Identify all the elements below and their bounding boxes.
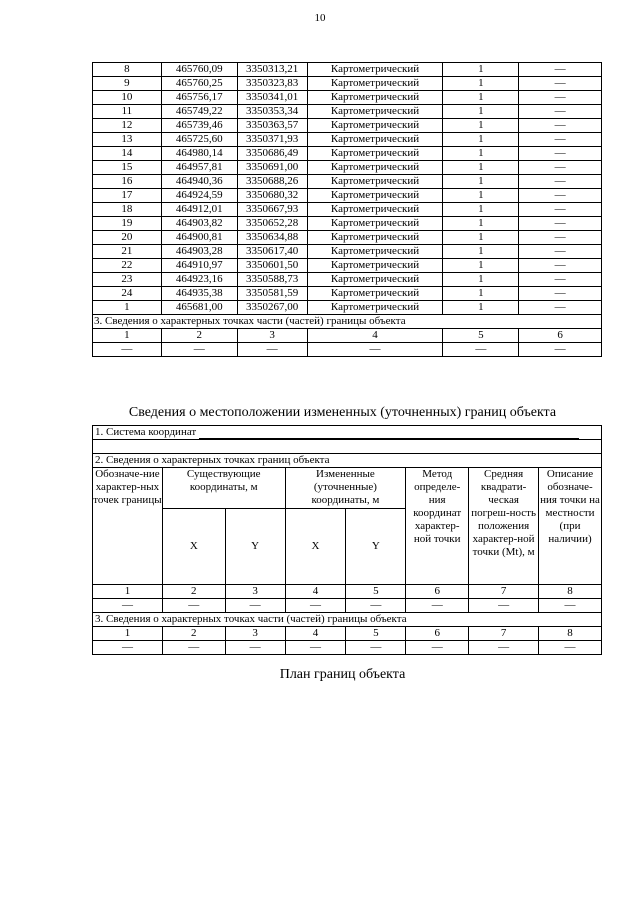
table-cell: Картометрический [307,287,443,301]
table-cell: Картометрический [307,245,443,259]
table-cell: 8 [539,585,602,599]
table-cell: — [285,641,346,655]
table-cell: — [519,189,602,203]
table-cell: 3350652,28 [237,217,307,231]
table-cell: 4 [285,585,346,599]
table-cell: 2 [161,329,237,343]
table-cell: 3350634,88 [237,231,307,245]
table-cell: Картометрический [307,217,443,231]
table-cell: 1 [443,175,519,189]
col-changed-y: Y [346,509,406,585]
table-row [93,175,602,189]
table-cell: Картометрический [307,301,443,315]
page-number: 10 [314,12,326,24]
table-cell: 1 [443,119,519,133]
coordinate-system-label: 1. Система координат [95,426,197,438]
table-cell: 3350601,50 [237,259,307,273]
table-row [93,245,602,259]
table-cell: 21 [93,245,162,259]
table-cell: 464940,36 [161,175,237,189]
table-cell: Картометрический [307,105,443,119]
table-cell: 3350313,21 [237,63,307,77]
table-cell: 2 [162,585,225,599]
table-cell: 3350353,34 [237,105,307,119]
table-cell: 6 [406,627,469,641]
table-cell: 3350680,32 [237,189,307,203]
table-cell: — [225,599,285,613]
table-cell: 465756,17 [161,91,237,105]
table-cell: Картометрический [307,63,443,77]
table-cell: 1 [443,189,519,203]
table-cell: 3350617,40 [237,245,307,259]
table-cell: — [443,343,519,357]
table-cell: 22 [93,259,162,273]
table-cell: 8 [539,627,602,641]
table-row [93,287,602,301]
table-cell: — [469,641,539,655]
table-cell: — [519,343,602,357]
table-cell: 18 [93,203,162,217]
table-cell: 464910,97 [161,259,237,273]
table-cell: 5 [346,627,406,641]
table-cell: 3350588,73 [237,273,307,287]
column-numbers-row [93,329,602,343]
table-row [93,301,602,315]
table-cell: 3350686,49 [237,147,307,161]
table-cell: 464924,59 [161,189,237,203]
table-cell: 6 [519,329,602,343]
table-cell: 14 [93,147,162,161]
col-description: Описание обозначе-ния точки на местности (при наличии) [539,468,602,585]
table-cell: — [93,343,162,357]
table-row [93,217,602,231]
table-cell: — [519,231,602,245]
dash-row [93,641,602,655]
table-row [93,161,602,175]
table-row [93,77,602,91]
table-row [93,133,602,147]
table-cell: 24 [93,287,162,301]
table-cell: — [519,91,602,105]
table-cell: 1 [93,585,163,599]
table-cell: — [237,343,307,357]
table-cell: 464900,81 [161,231,237,245]
table-cell: 465681,00 [161,301,237,315]
table-cell: 4 [285,627,346,641]
table-cell: 1 [443,301,519,315]
table-cell: 3 [225,627,285,641]
table-cell: — [285,599,346,613]
table-cell: — [93,599,163,613]
table-cell: 3350363,57 [237,119,307,133]
column-numbers-row [93,627,602,641]
section3-caption: 3. Сведения о характерных точках части (частей) границы объекта [93,613,602,627]
table-cell: Картометрический [307,161,443,175]
table-cell: 2 [162,627,225,641]
table-cell: 3350691,00 [237,161,307,175]
table-cell: 1 [443,77,519,91]
table-cell: 8 [93,63,162,77]
col-designation: Обозначе-ние характер-ных точек границы [93,468,163,585]
table-row [93,119,602,133]
table-cell: 1 [443,245,519,259]
table-cell: 1 [443,273,519,287]
table-cell: — [519,105,602,119]
table-cell: 1 [443,91,519,105]
table-cell: 465760,09 [161,63,237,77]
col-existing-y: Y [225,509,285,585]
table-cell: — [539,641,602,655]
table-cell: Картометрический [307,77,443,91]
table-row [93,147,602,161]
table-cell: 465749,22 [161,105,237,119]
table-cell: 23 [93,273,162,287]
table-cell: — [162,599,225,613]
table-cell: 1 [443,231,519,245]
table-cell: — [519,63,602,77]
table-cell: 11 [93,105,162,119]
table-cell: 7 [469,627,539,641]
table-cell: 464980,14 [161,147,237,161]
table-cell: 12 [93,119,162,133]
table-cell: — [346,599,406,613]
changed-borders-table [92,425,602,655]
table-cell: 5 [346,585,406,599]
table-row [93,259,602,273]
table-cell: — [519,273,602,287]
table-row [93,189,602,203]
table-cell: 6 [406,585,469,599]
table-cell: 1 [443,105,519,119]
table-cell: 1 [443,147,519,161]
table-cell: 3350341,01 [237,91,307,105]
table-cell: Картометрический [307,231,443,245]
table-cell: — [406,599,469,613]
dash-row [93,343,602,357]
table-cell: 464903,28 [161,245,237,259]
table-cell: 464957,81 [161,161,237,175]
table-cell: 9 [93,77,162,91]
table-cell: Картометрический [307,175,443,189]
table-cell: — [519,301,602,315]
col-changed-x: X [285,509,346,585]
section3-caption: 3. Сведения о характерных точках части (частей) границы объекта [93,315,602,329]
table-cell: 20 [93,231,162,245]
table-cell: — [93,641,163,655]
table-cell: — [519,259,602,273]
col-existing-x: X [162,509,225,585]
coordinates-table [92,62,602,357]
table-cell: Картометрический [307,91,443,105]
table-cell: 465725,60 [161,133,237,147]
col-existing-coordinates: Существующие координаты, м [162,468,285,509]
table-cell: 465739,46 [161,119,237,133]
table-cell: 3350581,59 [237,287,307,301]
table-cell: 16 [93,175,162,189]
table-cell: 3 [237,329,307,343]
table-cell: — [162,641,225,655]
dash-row [93,599,602,613]
col-changed-coordinates: Измененные (уточненные) координаты, м [285,468,406,509]
table-cell: — [519,147,602,161]
table-cell: Картометрический [307,203,443,217]
table-cell: 1 [443,217,519,231]
table-cell: — [519,203,602,217]
table-cell: 464912,01 [161,203,237,217]
table-cell: 1 [443,259,519,273]
table-cell: 1 [93,627,163,641]
table-cell: 464935,38 [161,287,237,301]
table-cell: — [519,217,602,231]
table-cell: 464903,82 [161,217,237,231]
table-cell: — [469,599,539,613]
table-row [93,105,602,119]
table-cell: 1 [93,301,162,315]
table-cell: Картометрический [307,259,443,273]
table-cell: — [519,175,602,189]
table-cell: 464923,16 [161,273,237,287]
table-row [93,63,602,77]
table-row [93,231,602,245]
table-cell: 3350688,26 [237,175,307,189]
plan-heading: План границ объекта [279,667,406,682]
table-cell: 3 [225,585,285,599]
col-method: Метод определе-ния координат характер-ной точки [406,468,469,585]
table-cell: 3350267,00 [237,301,307,315]
table-cell: Картометрический [307,119,443,133]
table-cell: — [519,245,602,259]
table-cell: 3350667,93 [237,203,307,217]
table-cell: Картометрический [307,147,443,161]
table-cell: 1 [443,63,519,77]
table-cell: 3350371,93 [237,133,307,147]
table-cell: 17 [93,189,162,203]
table-cell: — [519,161,602,175]
table-cell: 4 [307,329,443,343]
table-cell: Картометрический [307,133,443,147]
table-row [93,203,602,217]
table-cell: — [161,343,237,357]
table-row [93,273,602,287]
table-cell: — [539,599,602,613]
table-cell: 7 [469,585,539,599]
table-cell: — [519,119,602,133]
column-numbers-row [93,585,602,599]
table-cell: — [519,77,602,91]
section2-caption: 2. Сведения о характерных точках границ объекта [93,454,602,468]
table-cell: — [307,343,443,357]
table-cell: 3350323,83 [237,77,307,91]
coordinate-system-row [93,426,602,440]
table-cell: 13 [93,133,162,147]
table-cell: — [406,641,469,655]
table-cell: — [346,641,406,655]
blank-row [93,440,602,454]
table-cell: 5 [443,329,519,343]
table-cell: 15 [93,161,162,175]
table-cell: — [225,641,285,655]
table-row [93,91,602,105]
table-cell: 10 [93,91,162,105]
table-cell: 1 [443,161,519,175]
changed-borders-heading: Сведения о местоположении измененных (уточненных) границ объекта [128,405,557,420]
table-cell: Картометрический [307,189,443,203]
table-cell: 1 [93,329,162,343]
table-cell: 1 [443,203,519,217]
table-cell: 1 [443,133,519,147]
table-cell: — [519,133,602,147]
table-cell: Картометрический [307,273,443,287]
table-cell: 19 [93,217,162,231]
table-cell: 465760,25 [161,77,237,91]
table-cell: — [519,287,602,301]
table-cell: 1 [443,287,519,301]
col-error: Средняя квадрати-ческая погреш-ность положения характер-ной точки (Mt), м [469,468,539,585]
coordinate-system-line [199,426,579,439]
